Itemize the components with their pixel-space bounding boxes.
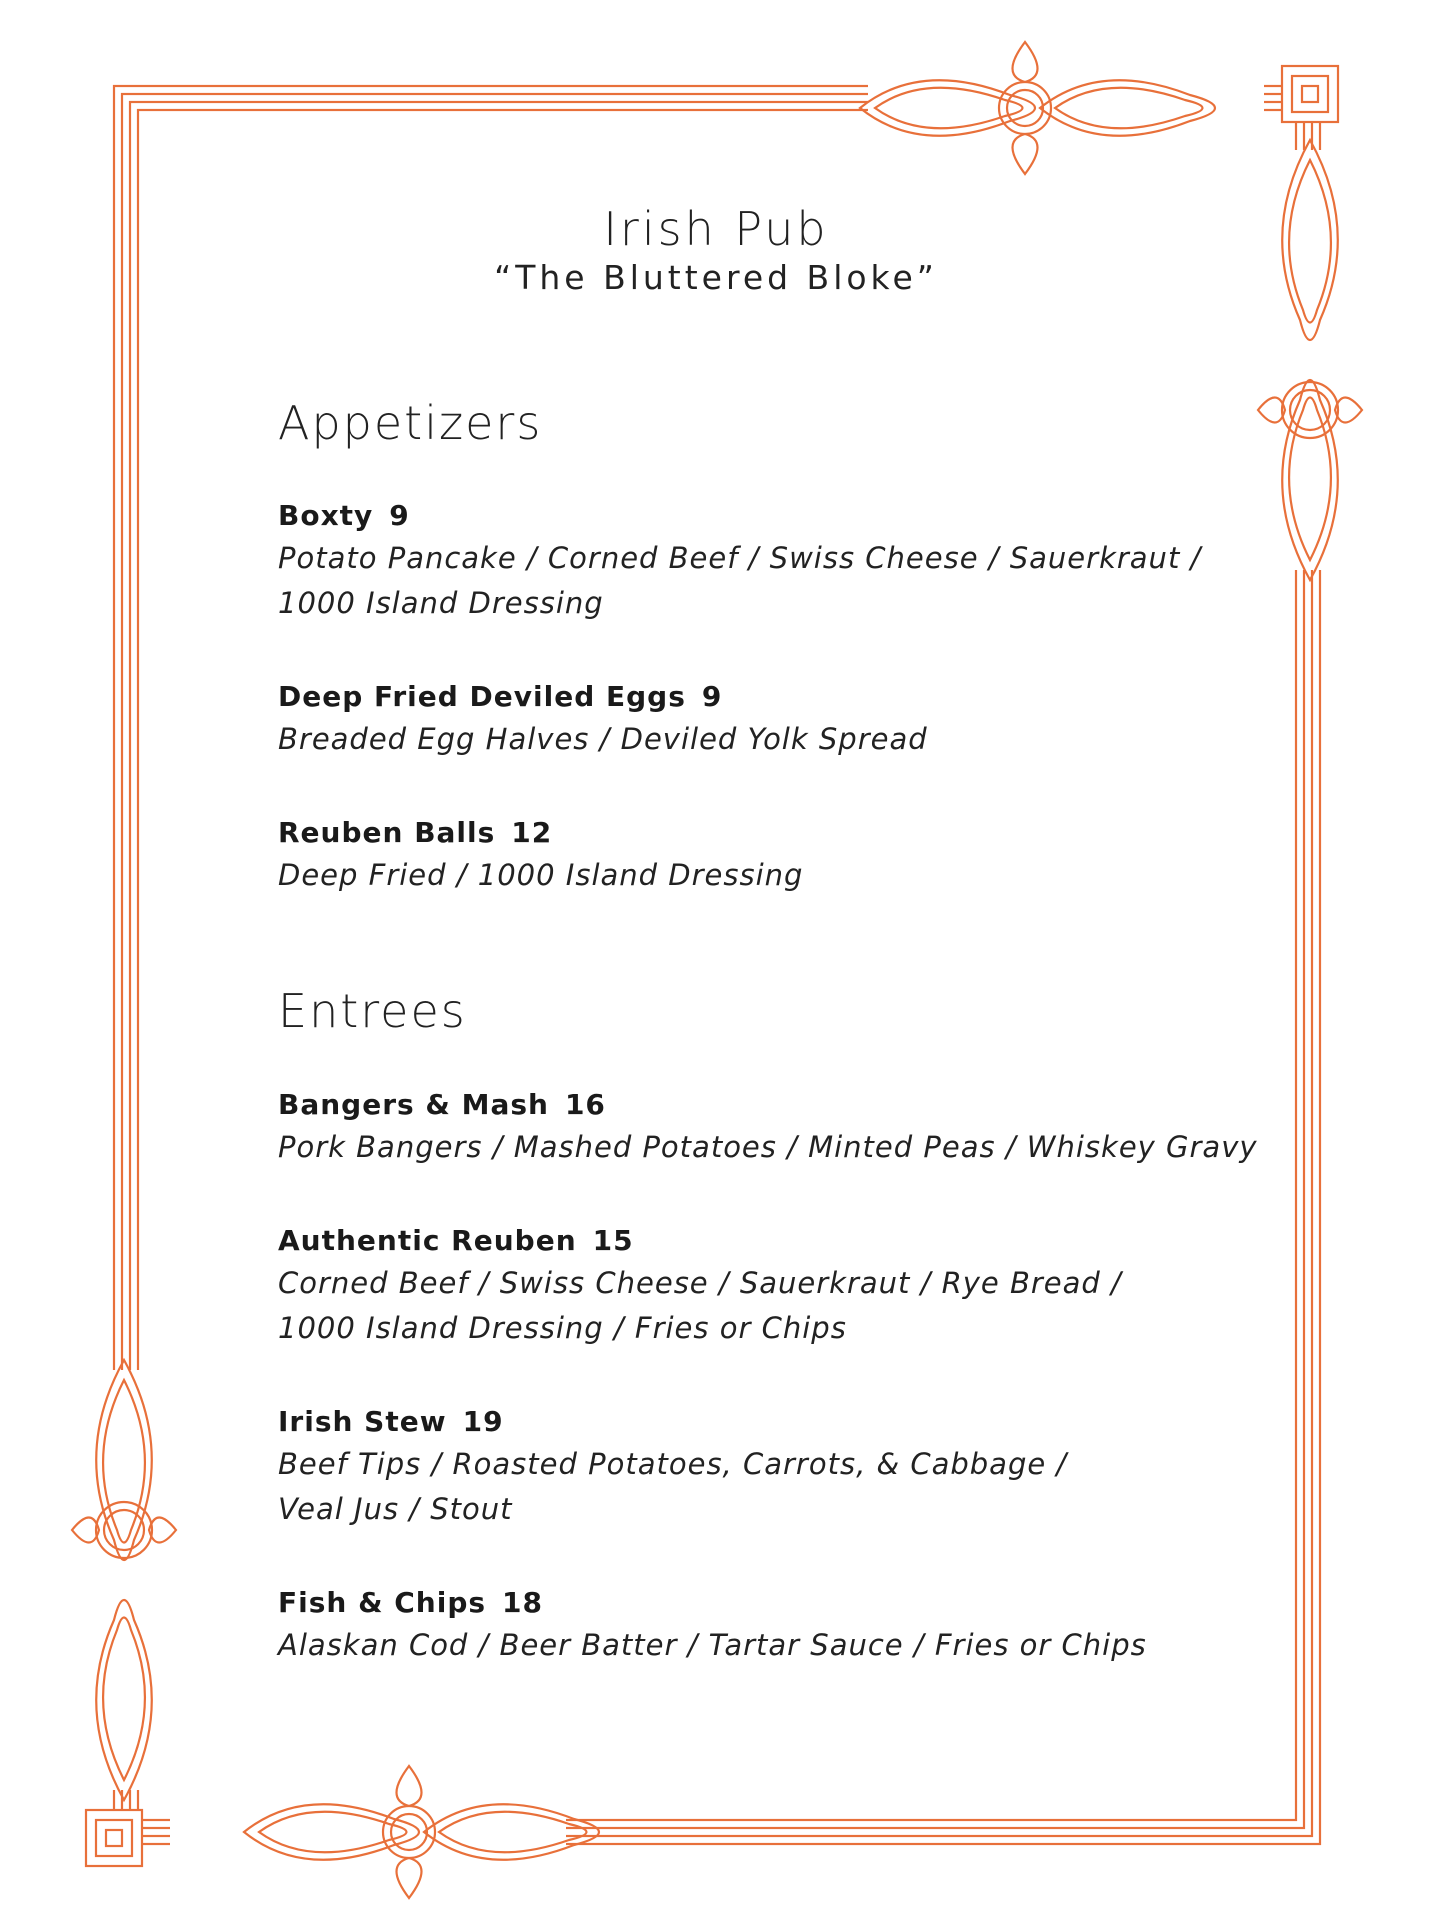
restaurant-subtitle: “The Bluttered Bloke”: [494, 258, 938, 297]
menu-item-description: Potato Pancake / Corned Beef / Swiss Cheese / Sauerkraut /: [278, 541, 1202, 575]
menu-item-description: Deep Fried / 1000 Island Dressing: [278, 858, 804, 892]
section-heading-appetizers: Appetizers: [278, 396, 543, 450]
restaurant-title: Irish Pub: [603, 202, 829, 256]
menu-item-description: 1000 Island Dressing / Fries or Chips: [278, 1311, 847, 1345]
menu-item-name: Bangers & Mash 16: [278, 1088, 606, 1121]
menu-item-name: Authentic Reuben 15: [278, 1224, 634, 1257]
menu-item-price: 16: [564, 1088, 606, 1121]
section-heading-entrees: Entrees: [278, 984, 467, 1038]
menu-item-name: Deep Fried Deviled Eggs 9: [278, 680, 723, 713]
menu-item-price: 9: [701, 680, 723, 713]
menu-item-description: Alaskan Cod / Beer Batter / Tartar Sauce / Fries or Chips: [278, 1628, 1147, 1662]
menu-item-description: Beef Tips / Roasted Potatoes, Carrots, & Cabbage /: [278, 1447, 1068, 1481]
corner-spiral-icon: [1282, 66, 1338, 122]
top-knot-icon: [860, 42, 1264, 174]
menu-item-name: Reuben Balls 12: [278, 816, 553, 849]
menu-item-description: Pork Bangers / Mashed Potatoes / Minted Peas / Whiskey Gravy: [278, 1130, 1258, 1164]
menu-item-price: 9: [389, 499, 410, 532]
menu-item-name: Fish & Chips 18: [278, 1586, 543, 1619]
menu-item-name: Boxty 9: [278, 499, 410, 532]
menu-item-price: 18: [502, 1586, 543, 1619]
menu-item-price: 15: [592, 1224, 634, 1257]
menu-item-description: Breaded Egg Halves / Deviled Yolk Spread: [278, 722, 928, 756]
bottom-knot-icon: [170, 1766, 599, 1898]
menu-item-price: 19: [462, 1405, 504, 1438]
menu-item-name: Irish Stew 19: [278, 1405, 504, 1438]
menu-item-description: Corned Beef / Swiss Cheese / Sauerkraut / Rye Bread /: [278, 1266, 1122, 1300]
menu-item-description: 1000 Island Dressing: [278, 586, 604, 620]
menu-item-description: Veal Jus / Stout: [278, 1492, 513, 1526]
menu-item-price: 12: [511, 816, 553, 849]
corner-spiral-icon: [86, 1810, 142, 1866]
left-knot-icon: [72, 1360, 176, 1800]
